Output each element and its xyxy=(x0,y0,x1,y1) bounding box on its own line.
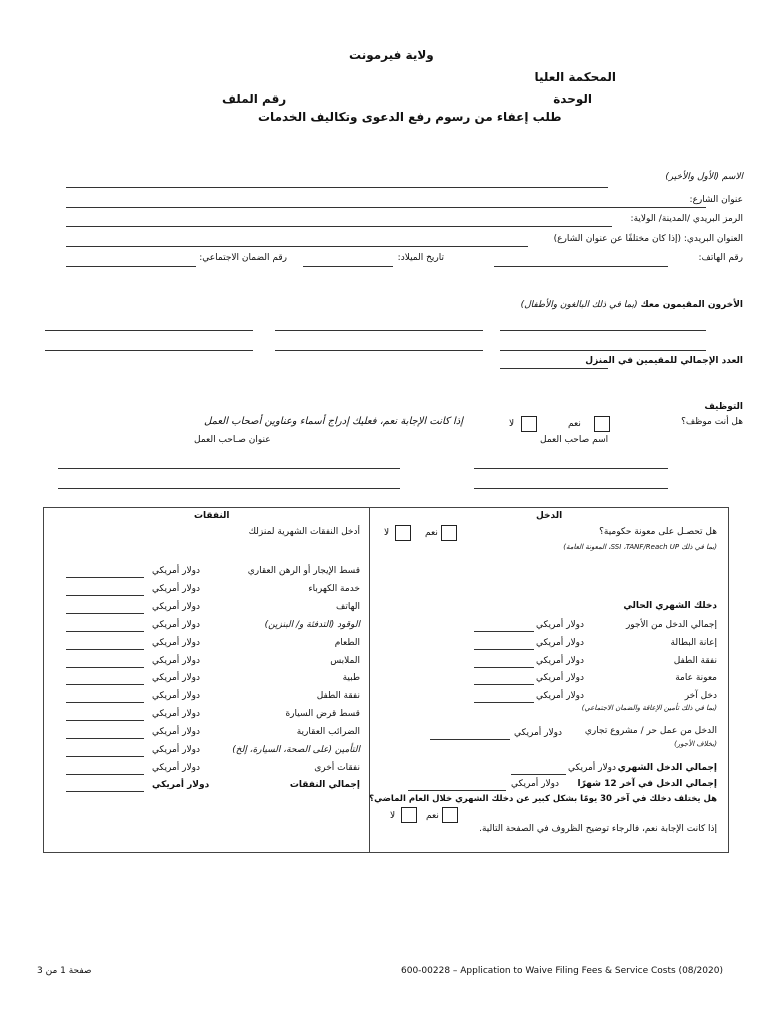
income-row-currency: دولار أمريكي xyxy=(536,656,584,666)
expense-row-label: قسط قرض السيارة xyxy=(285,709,360,719)
name-label: الاسم (الأول والأخير) xyxy=(665,172,743,182)
expense-row-label: نفقات أخرى xyxy=(314,763,360,773)
income-row-label: نفقة الطفل xyxy=(673,656,717,666)
explain-instruction: إذا كانت الإجابة نعم، فالرجاء توضيح الظروف في الصفحة التالية. xyxy=(479,824,717,834)
gov-assistance-note: (بما في ذلك SSI ،TANF/Reach UP، المعونة العامة) xyxy=(563,543,717,551)
total-12-currency: دولار أمريكي xyxy=(511,779,559,789)
expense-row-field[interactable] xyxy=(66,702,144,703)
gov-yes-label: نعم xyxy=(425,528,438,538)
mailing-field[interactable] xyxy=(66,246,528,247)
household-member-field[interactable] xyxy=(45,350,253,351)
expense-row-currency: دولار أمريكي xyxy=(152,656,200,666)
household-member-field[interactable] xyxy=(500,350,706,351)
expense-row-label: التأمين (على الصحة، السيارة، إلخ) xyxy=(232,745,360,755)
expense-row-field[interactable] xyxy=(66,774,144,775)
expense-row-field[interactable] xyxy=(66,684,144,685)
employed-question: هل أنت موظف؟ xyxy=(681,417,743,427)
household-member-field[interactable] xyxy=(500,330,706,331)
income-row-field[interactable] xyxy=(474,649,534,650)
expenses-total-label: إجمالي النفقات xyxy=(289,780,360,790)
income-row-field[interactable] xyxy=(474,667,534,668)
expense-row-label: طبية xyxy=(342,673,360,683)
expense-row-currency: دولار أمريكي xyxy=(152,727,200,737)
total-monthly-currency: دولار أمريكي xyxy=(568,763,616,773)
expense-row-currency: دولار أمريكي xyxy=(152,602,200,612)
income-row-currency: دولار أمريكي xyxy=(536,638,584,648)
self-employ-field[interactable] xyxy=(430,739,510,740)
expense-row-label: الملابس xyxy=(330,656,360,666)
employer-name-field[interactable] xyxy=(474,488,668,489)
household-total-field[interactable] xyxy=(500,368,608,369)
state-title: ولاية فيرمونت xyxy=(349,48,434,62)
employer-instruction: إذا كانت الإجابة نعم، فعليك إدراج أسماء وعناوين أصحاب العمل xyxy=(204,416,463,427)
expense-row-currency: دولار أمريكي xyxy=(152,745,200,755)
employer-address-field[interactable] xyxy=(58,468,400,469)
expense-row-currency: دولار أمريكي xyxy=(152,584,200,594)
household-member-field[interactable] xyxy=(275,330,483,331)
docket-label: رقم الملف xyxy=(222,92,287,106)
employer-name-label: اسم صاحب العمل xyxy=(540,435,609,445)
ssn-field[interactable] xyxy=(66,266,196,267)
employer-address-label: عنوان صـاحب العمل xyxy=(194,435,271,445)
expenses-total-field[interactable] xyxy=(66,791,144,792)
expense-row-field[interactable] xyxy=(66,756,144,757)
income-row-field[interactable] xyxy=(474,702,534,703)
total-monthly-label: إجمالي الدخل الشهري xyxy=(617,763,717,773)
diff-yes-checkbox[interactable] xyxy=(442,807,458,823)
expenses-instruction: أدخل النفقات الشهرية لمنزلك xyxy=(248,527,360,537)
employed-yes-checkbox[interactable] xyxy=(594,416,610,432)
expense-row-label: خدمة الكهرباء xyxy=(308,584,360,594)
expense-row-field[interactable] xyxy=(66,649,144,650)
expense-row-currency: دولار أمريكي xyxy=(152,638,200,648)
expense-row-label: قسط الإيجار أو الرهن العقاري xyxy=(247,566,360,576)
expense-row-label: الطعام xyxy=(334,638,360,648)
diff-no-label: لا xyxy=(390,811,396,821)
dob-field[interactable] xyxy=(303,266,393,267)
household-member-field[interactable] xyxy=(45,330,253,331)
zip-city-state-label: الرمز البريدي /المدينة/ الولاية: xyxy=(630,214,743,224)
gov-no-label: لا xyxy=(384,528,390,538)
expense-row-field[interactable] xyxy=(66,667,144,668)
self-employ-label: الدخل من عمل حر / مشروع تجاري xyxy=(584,726,717,736)
income-row-label: إعانة البطالة xyxy=(670,638,717,648)
income-row-currency: دولار أمريكي xyxy=(536,620,584,630)
expense-row-currency: دولار أمريكي xyxy=(152,763,200,773)
expense-row-currency: دولار أمريكي xyxy=(152,709,200,719)
self-employ-note: (بخلاف الأجور) xyxy=(674,740,717,748)
income-diff-question: هل يختلف دخلك في آخر 30 يومًا بشكل كبير عن دخلك الشهري خلال العام الماضي؟ xyxy=(369,794,717,804)
household-others-label: الأخرون المقيمون معك xyxy=(640,300,743,310)
expense-row-field[interactable] xyxy=(66,738,144,739)
expenses-panel xyxy=(43,507,370,853)
name-field[interactable] xyxy=(66,187,608,188)
total-monthly-field[interactable] xyxy=(511,774,566,775)
page-number: صفحة 1 من 3 xyxy=(37,966,92,976)
gov-no-checkbox[interactable] xyxy=(395,525,411,541)
expense-row-field[interactable] xyxy=(66,631,144,632)
income-row-currency: دولار أمريكي xyxy=(536,673,584,683)
phone-field[interactable] xyxy=(494,266,668,267)
employed-yes-label: نعم xyxy=(568,419,581,429)
current-income-heading: دخلك الشهري الحالي xyxy=(623,601,717,611)
zip-city-state-field[interactable] xyxy=(66,226,612,227)
total-12-field[interactable] xyxy=(408,790,506,791)
expenses-total-currency: دولار أمريكي xyxy=(152,780,210,790)
income-heading: الدخل xyxy=(536,511,563,521)
employment-heading: التوظيف xyxy=(704,402,743,412)
court-name: المحكمة العليا xyxy=(534,70,616,84)
expense-row-label: الوقود (التدفئة و/ البنزين) xyxy=(264,620,360,630)
diff-yes-label: نعم xyxy=(426,811,439,821)
ssn-label: رقم الضمان الاجتماعي: xyxy=(199,253,287,263)
expense-row-field[interactable] xyxy=(66,577,144,578)
expense-row-field[interactable] xyxy=(66,720,144,721)
mailing-label: العنوان البريدي: (إذا كان مختلفًا عن عنوان الشارع) xyxy=(553,234,743,244)
expense-row-field[interactable] xyxy=(66,595,144,596)
household-member-field[interactable] xyxy=(275,350,483,351)
employer-address-field[interactable] xyxy=(58,488,400,489)
employed-no-label: لا xyxy=(509,419,515,429)
income-row-field[interactable] xyxy=(474,631,534,632)
unit-label: الوحدة xyxy=(553,92,592,106)
income-row-currency: دولار أمريكي xyxy=(536,691,584,701)
diff-no-checkbox[interactable] xyxy=(401,807,417,823)
street-label: عنوان الشارع: xyxy=(689,195,743,205)
self-employ-currency: دولار أمريكي xyxy=(514,728,562,738)
expense-row-label: الهاتف xyxy=(336,602,360,612)
household-total-label: العدد الإجمالي للمقيمين في المنزل xyxy=(585,356,743,366)
expense-row-currency: دولار أمريكي xyxy=(152,691,200,701)
expense-row-currency: دولار أمريكي xyxy=(152,673,200,683)
employed-no-checkbox[interactable] xyxy=(521,416,537,432)
total-12-label: إجمالي الدخل في آخر 12 شهرًا xyxy=(577,779,717,789)
gov-assistance-question: هل تحصـل على معونة حكومية؟ xyxy=(599,527,717,537)
gov-yes-checkbox[interactable] xyxy=(441,525,457,541)
income-row-label: إجمالي الدخل من الأجور xyxy=(625,620,717,630)
income-row-field[interactable] xyxy=(474,684,534,685)
expense-row-field[interactable] xyxy=(66,613,144,614)
income-row-label: معونة عامة xyxy=(675,673,717,683)
street-field[interactable] xyxy=(66,207,706,208)
expense-row-label: الضرائب العقارية xyxy=(296,727,360,737)
household-others xyxy=(521,300,743,310)
form-id: 600-00228 – Application to Waive Filing Fees & Service Costs (08/2020) xyxy=(401,966,723,976)
household-others-note: (بما في ذلك البالغون والأطفال) xyxy=(520,300,638,310)
employer-name-field[interactable] xyxy=(474,468,668,469)
expense-row-label: نفقة الطفل xyxy=(316,691,360,701)
phone-label: رقم الهاتف: xyxy=(698,253,743,263)
income-row-label: دخل آخر xyxy=(684,691,717,701)
expense-row-currency: دولار أمريكي xyxy=(152,620,200,630)
form-title: طلب إعفاء من رسوم رفع الدعوى وتكاليف الخدمات xyxy=(258,110,562,124)
other-income-note: (بما في ذلك تأمين الإعاقة والضمان الاجتماعي) xyxy=(581,704,717,712)
expense-row-currency: دولار أمريكي xyxy=(152,566,200,576)
dob-label: تاريخ الميلاد: xyxy=(397,253,444,263)
expenses-heading: النفقات xyxy=(194,511,230,521)
